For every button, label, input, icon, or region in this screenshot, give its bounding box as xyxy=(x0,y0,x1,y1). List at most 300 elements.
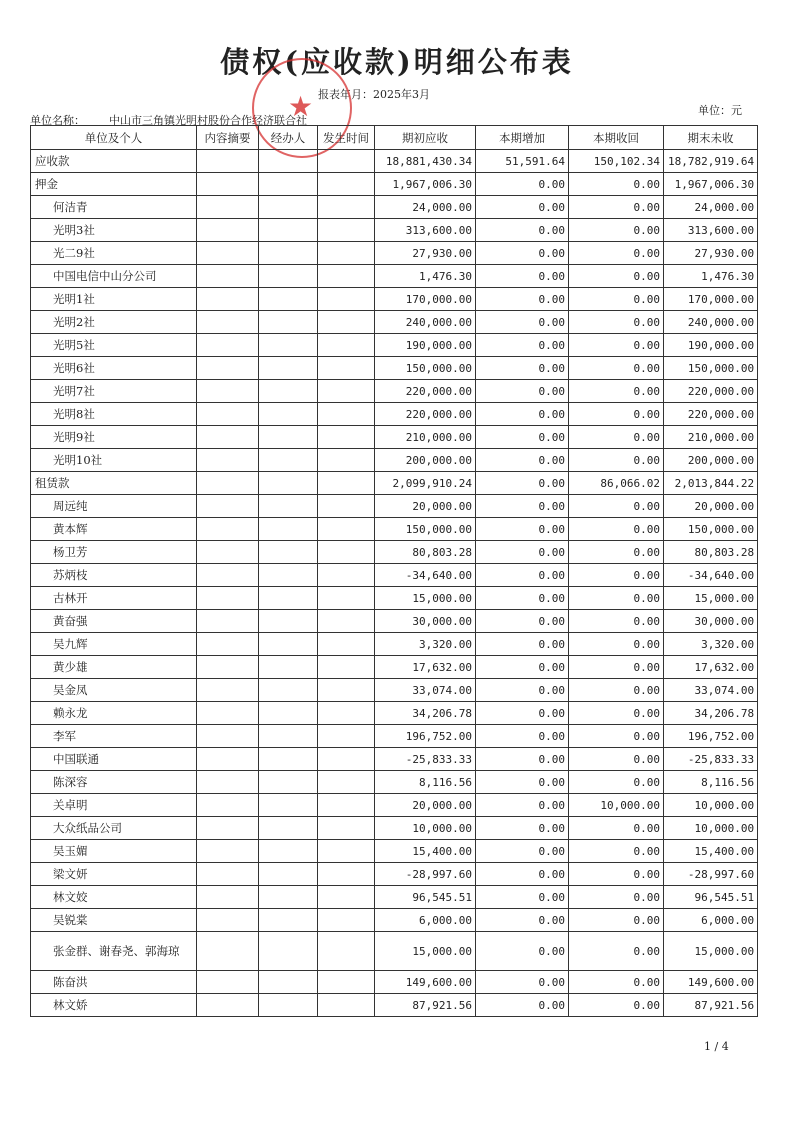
row-recovered: 0.00 xyxy=(569,971,664,994)
row-name: 光明3社 xyxy=(31,219,197,242)
row-date xyxy=(318,495,375,518)
row-handler xyxy=(259,541,318,564)
row-opening: 2,099,910.24 xyxy=(375,472,476,495)
row-recovered: 0.00 xyxy=(569,426,664,449)
row-recovered: 0.00 xyxy=(569,495,664,518)
row-name: 光明10社 xyxy=(31,449,197,472)
table-row xyxy=(31,173,758,196)
row-closing: 1,967,006.30 xyxy=(664,173,758,196)
row-date xyxy=(318,656,375,679)
row-closing: 17,632.00 xyxy=(664,656,758,679)
row-date xyxy=(318,863,375,886)
row-opening: 190,000.00 xyxy=(375,334,476,357)
row-recovered: 0.00 xyxy=(569,518,664,541)
table-row xyxy=(31,863,758,886)
row-name: 李军 xyxy=(31,725,197,748)
row-closing: 34,206.78 xyxy=(664,702,758,725)
row-date xyxy=(318,334,375,357)
row-name: 吴九辉 xyxy=(31,633,197,656)
row-recovered: 0.00 xyxy=(569,932,664,971)
row-opening: 15,400.00 xyxy=(375,840,476,863)
table-row xyxy=(31,472,758,495)
row-increase: 0.00 xyxy=(476,334,569,357)
row-summary xyxy=(197,679,259,702)
row-closing: 15,400.00 xyxy=(664,840,758,863)
row-increase: 0.00 xyxy=(476,748,569,771)
row-closing: 313,600.00 xyxy=(664,219,758,242)
row-recovered: 0.00 xyxy=(569,334,664,357)
row-opening: 3,320.00 xyxy=(375,633,476,656)
row-date xyxy=(318,541,375,564)
row-increase: 0.00 xyxy=(476,403,569,426)
document-title: 债权(应收款)明细公布表 xyxy=(220,45,574,79)
row-closing: 2,013,844.22 xyxy=(664,472,758,495)
row-date xyxy=(318,932,375,971)
row-opening: -34,640.00 xyxy=(375,564,476,587)
table-row xyxy=(31,380,758,403)
row-summary xyxy=(197,633,259,656)
row-opening: 220,000.00 xyxy=(375,380,476,403)
row-opening: 1,476.30 xyxy=(375,265,476,288)
row-opening: 240,000.00 xyxy=(375,311,476,334)
row-handler xyxy=(259,656,318,679)
row-increase: 0.00 xyxy=(476,449,569,472)
row-date xyxy=(318,748,375,771)
row-date xyxy=(318,288,375,311)
row-summary xyxy=(197,587,259,610)
row-name: 梁文妍 xyxy=(31,863,197,886)
row-summary xyxy=(197,334,259,357)
row-opening: 33,074.00 xyxy=(375,679,476,702)
row-closing: 27,930.00 xyxy=(664,242,758,265)
row-handler xyxy=(259,863,318,886)
row-opening: 210,000.00 xyxy=(375,426,476,449)
row-closing: 220,000.00 xyxy=(664,403,758,426)
row-recovered: 10,000.00 xyxy=(569,794,664,817)
row-handler xyxy=(259,817,318,840)
row-summary xyxy=(197,472,259,495)
row-name: 光明7社 xyxy=(31,380,197,403)
row-summary xyxy=(197,173,259,196)
row-date xyxy=(318,518,375,541)
row-handler xyxy=(259,587,318,610)
col-header-handler: 经办人 xyxy=(259,126,318,150)
row-handler xyxy=(259,909,318,932)
row-closing: 15,000.00 xyxy=(664,932,758,971)
row-date xyxy=(318,817,375,840)
row-opening: 18,881,430.34 xyxy=(375,150,476,173)
row-date xyxy=(318,725,375,748)
row-recovered: 0.00 xyxy=(569,449,664,472)
row-name: 陈奋洪 xyxy=(31,971,197,994)
row-name: 租赁款 xyxy=(31,472,197,495)
row-date xyxy=(318,219,375,242)
row-increase: 0.00 xyxy=(476,380,569,403)
row-closing: 220,000.00 xyxy=(664,380,758,403)
row-handler xyxy=(259,794,318,817)
row-increase: 0.00 xyxy=(476,840,569,863)
row-increase: 0.00 xyxy=(476,994,569,1017)
table-row xyxy=(31,771,758,794)
row-summary xyxy=(197,610,259,633)
table-row xyxy=(31,971,758,994)
row-summary xyxy=(197,886,259,909)
row-handler xyxy=(259,564,318,587)
row-summary xyxy=(197,909,259,932)
row-opening: 10,000.00 xyxy=(375,817,476,840)
row-summary xyxy=(197,771,259,794)
row-closing: 15,000.00 xyxy=(664,587,758,610)
row-increase: 0.00 xyxy=(476,725,569,748)
row-recovered: 0.00 xyxy=(569,656,664,679)
table-row xyxy=(31,587,758,610)
page-number: 1 / 4 xyxy=(704,1040,729,1053)
row-summary xyxy=(197,196,259,219)
row-handler xyxy=(259,173,318,196)
row-recovered: 0.00 xyxy=(569,886,664,909)
row-increase: 0.00 xyxy=(476,771,569,794)
row-opening: 196,752.00 xyxy=(375,725,476,748)
table-row xyxy=(31,725,758,748)
row-date xyxy=(318,909,375,932)
row-recovered: 0.00 xyxy=(569,242,664,265)
row-name: 何洁青 xyxy=(31,196,197,219)
row-increase: 0.00 xyxy=(476,495,569,518)
row-closing: 30,000.00 xyxy=(664,610,758,633)
row-summary xyxy=(197,357,259,380)
row-handler xyxy=(259,242,318,265)
row-date xyxy=(318,242,375,265)
row-increase: 0.00 xyxy=(476,610,569,633)
row-closing: 10,000.00 xyxy=(664,794,758,817)
row-handler xyxy=(259,840,318,863)
row-recovered: 0.00 xyxy=(569,541,664,564)
row-date xyxy=(318,794,375,817)
row-opening: 15,000.00 xyxy=(375,587,476,610)
row-handler xyxy=(259,380,318,403)
table-row xyxy=(31,679,758,702)
row-summary xyxy=(197,817,259,840)
row-increase: 0.00 xyxy=(476,472,569,495)
row-name: 押金 xyxy=(31,173,197,196)
row-closing: 8,116.56 xyxy=(664,771,758,794)
row-opening: 20,000.00 xyxy=(375,495,476,518)
row-summary xyxy=(197,971,259,994)
row-name: 吴锐棠 xyxy=(31,909,197,932)
col-header-opening: 期初应收 xyxy=(375,126,476,150)
row-closing: 1,476.30 xyxy=(664,265,758,288)
row-handler xyxy=(259,702,318,725)
row-opening: 6,000.00 xyxy=(375,909,476,932)
row-opening: 87,921.56 xyxy=(375,994,476,1017)
row-recovered: 0.00 xyxy=(569,265,664,288)
col-header-recovered: 本期收回 xyxy=(569,126,664,150)
row-increase: 0.00 xyxy=(476,196,569,219)
row-closing: -28,997.60 xyxy=(664,863,758,886)
row-handler xyxy=(259,196,318,219)
table-row xyxy=(31,748,758,771)
row-handler xyxy=(259,311,318,334)
receivables-table xyxy=(30,125,758,1017)
row-handler xyxy=(259,679,318,702)
row-name: 吴金凤 xyxy=(31,679,197,702)
unit-label: 单位：元 xyxy=(698,104,742,117)
row-date xyxy=(318,357,375,380)
row-handler xyxy=(259,357,318,380)
row-opening: 8,116.56 xyxy=(375,771,476,794)
seal-star-icon: ★ xyxy=(288,90,314,123)
row-closing: -25,833.33 xyxy=(664,748,758,771)
row-opening: 27,930.00 xyxy=(375,242,476,265)
row-summary xyxy=(197,994,259,1017)
row-summary xyxy=(197,265,259,288)
row-date xyxy=(318,771,375,794)
row-increase: 0.00 xyxy=(476,242,569,265)
table-row xyxy=(31,794,758,817)
table-row xyxy=(31,242,758,265)
row-handler xyxy=(259,472,318,495)
row-summary xyxy=(197,794,259,817)
row-opening: -25,833.33 xyxy=(375,748,476,771)
row-recovered: 0.00 xyxy=(569,311,664,334)
row-date xyxy=(318,886,375,909)
row-opening: 149,600.00 xyxy=(375,971,476,994)
row-opening: 17,632.00 xyxy=(375,656,476,679)
row-summary xyxy=(197,219,259,242)
row-closing: 240,000.00 xyxy=(664,311,758,334)
org-name: 中山市三角镇光明村股份合作经济联合社 xyxy=(109,114,307,127)
row-closing: 149,600.00 xyxy=(664,971,758,994)
row-handler xyxy=(259,334,318,357)
org-label: 单位名称： xyxy=(30,114,85,127)
row-name: 中国电信中山分公司 xyxy=(31,265,197,288)
row-opening: 170,000.00 xyxy=(375,288,476,311)
row-date xyxy=(318,994,375,1017)
row-handler xyxy=(259,219,318,242)
row-name: 大众纸品公司 xyxy=(31,817,197,840)
table-row xyxy=(31,449,758,472)
row-handler xyxy=(259,610,318,633)
col-header-closing: 期末未收 xyxy=(664,126,758,150)
row-date xyxy=(318,971,375,994)
row-increase: 0.00 xyxy=(476,173,569,196)
row-increase: 0.00 xyxy=(476,265,569,288)
row-name: 中国联通 xyxy=(31,748,197,771)
row-closing: 200,000.00 xyxy=(664,449,758,472)
row-handler xyxy=(259,150,318,173)
row-handler xyxy=(259,403,318,426)
row-summary xyxy=(197,495,259,518)
row-handler xyxy=(259,971,318,994)
table-row xyxy=(31,334,758,357)
row-date xyxy=(318,679,375,702)
row-name: 陈深容 xyxy=(31,771,197,794)
row-name: 苏炳枝 xyxy=(31,564,197,587)
row-recovered: 0.00 xyxy=(569,219,664,242)
col-header-entity: 单位及个人 xyxy=(31,126,197,150)
row-opening: 150,000.00 xyxy=(375,357,476,380)
row-recovered: 0.00 xyxy=(569,587,664,610)
row-handler xyxy=(259,265,318,288)
row-increase: 0.00 xyxy=(476,633,569,656)
row-handler xyxy=(259,426,318,449)
row-increase: 0.00 xyxy=(476,932,569,971)
row-handler xyxy=(259,886,318,909)
row-opening: 200,000.00 xyxy=(375,449,476,472)
row-recovered: 0.00 xyxy=(569,380,664,403)
row-summary xyxy=(197,449,259,472)
row-opening: 20,000.00 xyxy=(375,794,476,817)
row-closing: 196,752.00 xyxy=(664,725,758,748)
row-opening: 96,545.51 xyxy=(375,886,476,909)
row-opening: 34,206.78 xyxy=(375,702,476,725)
table-row xyxy=(31,840,758,863)
row-closing: 18,782,919.64 xyxy=(664,150,758,173)
row-opening: 80,803.28 xyxy=(375,541,476,564)
row-opening: 1,967,006.30 xyxy=(375,173,476,196)
row-recovered: 0.00 xyxy=(569,863,664,886)
row-increase: 0.00 xyxy=(476,817,569,840)
row-date xyxy=(318,196,375,219)
row-name: 光明9社 xyxy=(31,426,197,449)
table-row xyxy=(31,403,758,426)
row-increase: 0.00 xyxy=(476,564,569,587)
row-handler xyxy=(259,771,318,794)
table-row xyxy=(31,426,758,449)
row-recovered: 0.00 xyxy=(569,610,664,633)
row-closing: 80,803.28 xyxy=(664,541,758,564)
row-summary xyxy=(197,403,259,426)
row-increase: 0.00 xyxy=(476,518,569,541)
table-header-row xyxy=(31,126,758,150)
table-row xyxy=(31,994,758,1017)
row-name: 吴玉媚 xyxy=(31,840,197,863)
row-recovered: 0.00 xyxy=(569,288,664,311)
table-row xyxy=(31,817,758,840)
row-name: 光二9社 xyxy=(31,242,197,265)
table-row xyxy=(31,610,758,633)
row-increase: 0.00 xyxy=(476,288,569,311)
row-opening: 15,000.00 xyxy=(375,932,476,971)
row-date xyxy=(318,633,375,656)
row-name: 林文娇 xyxy=(31,994,197,1017)
row-summary xyxy=(197,150,259,173)
row-opening: 220,000.00 xyxy=(375,403,476,426)
table-row xyxy=(31,564,758,587)
row-recovered: 0.00 xyxy=(569,196,664,219)
row-date xyxy=(318,610,375,633)
row-summary xyxy=(197,288,259,311)
table-row xyxy=(31,518,758,541)
row-increase: 0.00 xyxy=(476,886,569,909)
row-recovered: 0.00 xyxy=(569,748,664,771)
col-header-increase: 本期增加 xyxy=(476,126,569,150)
row-recovered: 0.00 xyxy=(569,994,664,1017)
row-summary xyxy=(197,748,259,771)
row-increase: 0.00 xyxy=(476,541,569,564)
row-recovered: 86,066.02 xyxy=(569,472,664,495)
table-row xyxy=(31,702,758,725)
table-row xyxy=(31,311,758,334)
row-handler xyxy=(259,633,318,656)
row-increase: 51,591.64 xyxy=(476,150,569,173)
table-row xyxy=(31,357,758,380)
table-row xyxy=(31,886,758,909)
row-opening: 24,000.00 xyxy=(375,196,476,219)
table-row xyxy=(31,932,758,971)
row-summary xyxy=(197,311,259,334)
row-recovered: 0.00 xyxy=(569,771,664,794)
row-name: 光明1社 xyxy=(31,288,197,311)
table-row xyxy=(31,219,758,242)
row-increase: 0.00 xyxy=(476,426,569,449)
row-recovered: 0.00 xyxy=(569,702,664,725)
row-date xyxy=(318,840,375,863)
row-name: 黄少雄 xyxy=(31,656,197,679)
row-name: 赖永龙 xyxy=(31,702,197,725)
row-closing: 150,000.00 xyxy=(664,518,758,541)
row-increase: 0.00 xyxy=(476,656,569,679)
row-date xyxy=(318,449,375,472)
row-closing: 150,000.00 xyxy=(664,357,758,380)
table-row xyxy=(31,656,758,679)
row-summary xyxy=(197,725,259,748)
row-date xyxy=(318,564,375,587)
row-summary xyxy=(197,380,259,403)
row-increase: 0.00 xyxy=(476,971,569,994)
row-opening: -28,997.60 xyxy=(375,863,476,886)
report-period: 报表年月：2025年3月 xyxy=(318,88,430,101)
table-row xyxy=(31,633,758,656)
row-handler xyxy=(259,994,318,1017)
col-header-date: 发生时间 xyxy=(318,126,375,150)
row-recovered: 0.00 xyxy=(569,633,664,656)
row-date xyxy=(318,311,375,334)
row-handler xyxy=(259,518,318,541)
row-opening: 150,000.00 xyxy=(375,518,476,541)
row-closing: 190,000.00 xyxy=(664,334,758,357)
row-summary xyxy=(197,932,259,971)
row-summary xyxy=(197,541,259,564)
row-recovered: 0.00 xyxy=(569,403,664,426)
row-recovered: 0.00 xyxy=(569,840,664,863)
row-recovered: 0.00 xyxy=(569,725,664,748)
row-increase: 0.00 xyxy=(476,357,569,380)
row-increase: 0.00 xyxy=(476,702,569,725)
row-summary xyxy=(197,242,259,265)
row-name: 杨卫芳 xyxy=(31,541,197,564)
row-date xyxy=(318,472,375,495)
row-handler xyxy=(259,932,318,971)
table-row xyxy=(31,909,758,932)
row-date xyxy=(318,173,375,196)
row-increase: 0.00 xyxy=(476,679,569,702)
row-recovered: 150,102.34 xyxy=(569,150,664,173)
row-recovered: 0.00 xyxy=(569,564,664,587)
table-row xyxy=(31,196,758,219)
row-name: 张金群、谢春尧、郭海琼 xyxy=(31,932,197,971)
row-summary xyxy=(197,656,259,679)
row-name: 应收款 xyxy=(31,150,197,173)
table-row xyxy=(31,288,758,311)
row-closing: 33,074.00 xyxy=(664,679,758,702)
row-date xyxy=(318,403,375,426)
row-date xyxy=(318,380,375,403)
row-name: 光明8社 xyxy=(31,403,197,426)
row-closing: 210,000.00 xyxy=(664,426,758,449)
row-opening: 30,000.00 xyxy=(375,610,476,633)
row-closing: 170,000.00 xyxy=(664,288,758,311)
